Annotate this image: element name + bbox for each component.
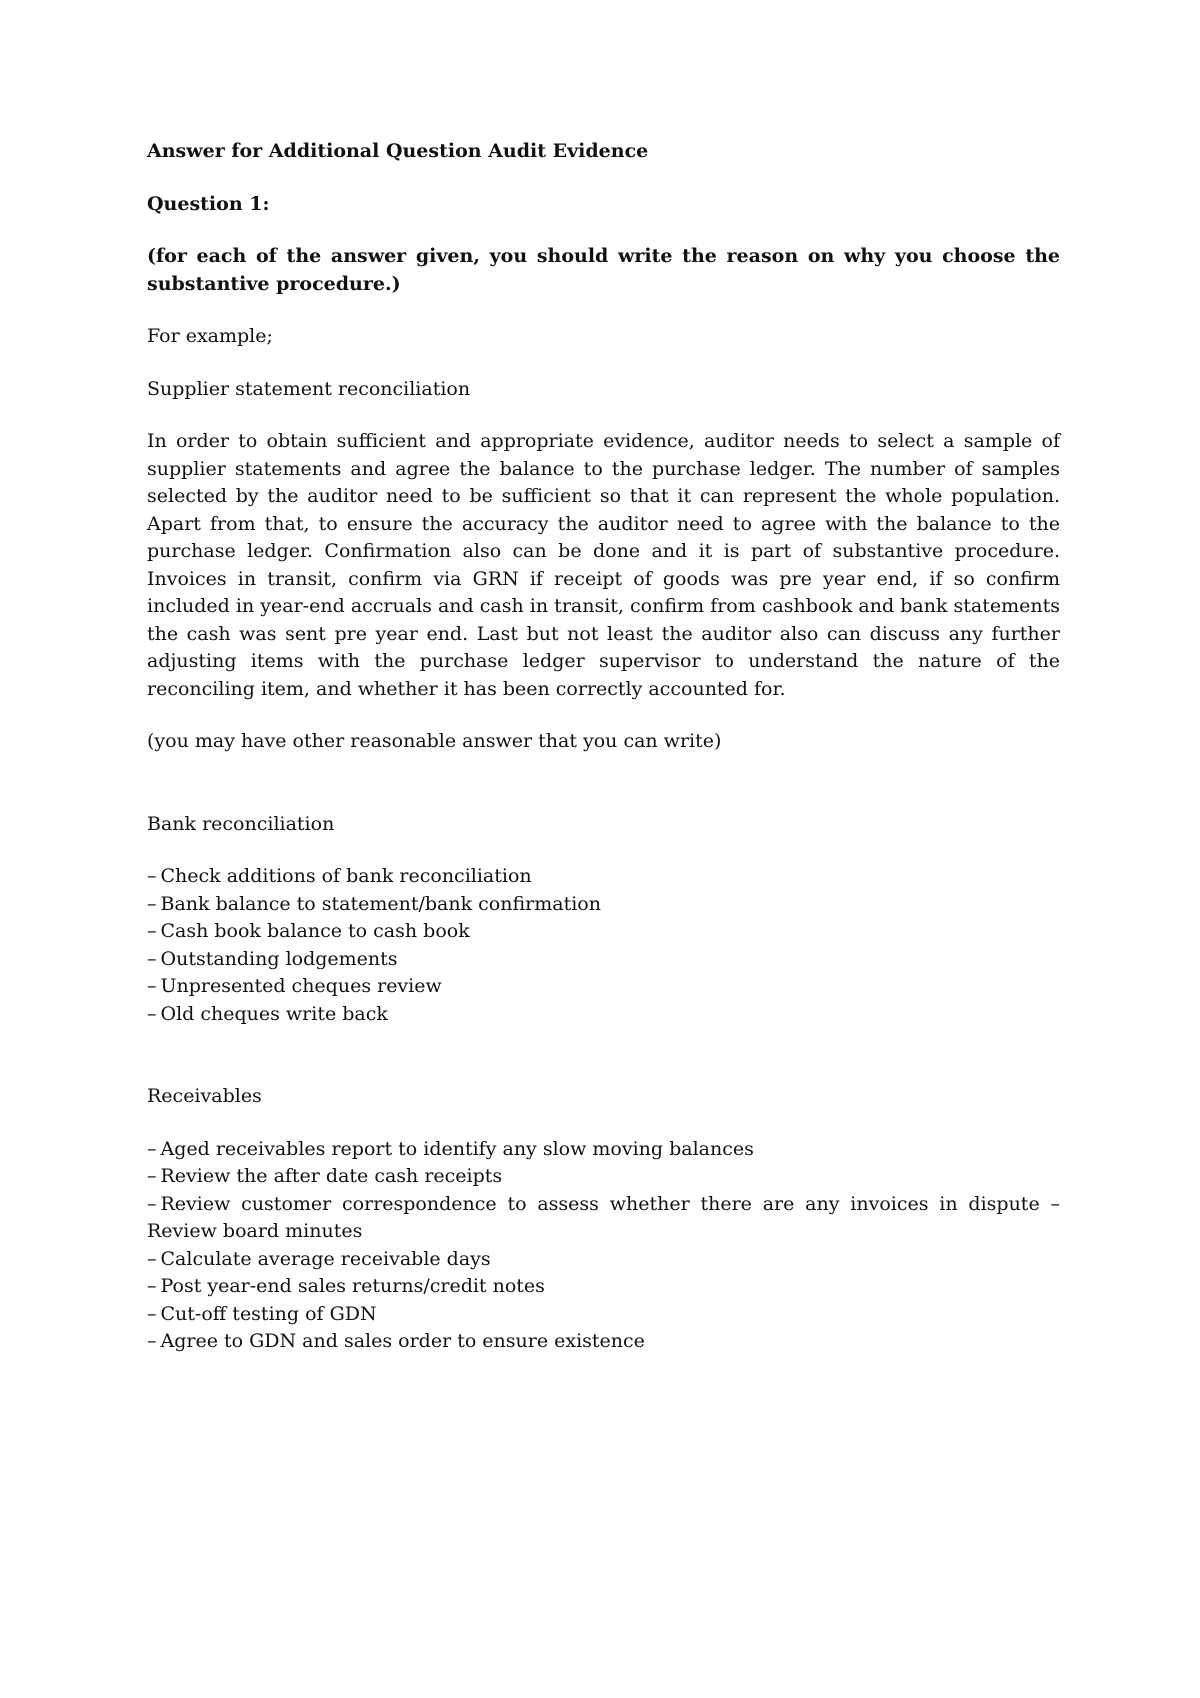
list-item [147, 946, 1060, 974]
receivables-checklist [147, 1136, 1060, 1356]
supplier-section-heading: Supplier statement reconciliation [147, 377, 471, 400]
document-title: Answer for Additional Question Audit Evidence [147, 140, 649, 162]
dash-bullet: – [147, 920, 157, 942]
dash-bullet: – [147, 1165, 157, 1187]
list-item-text: Cash book balance to cash book [160, 920, 470, 942]
list-item [147, 863, 1060, 891]
spacer [147, 756, 1060, 811]
list-item [147, 1191, 1060, 1246]
dash-bullet: – [147, 1002, 157, 1025]
list-item-text: Outstanding lodgements [160, 947, 398, 970]
dash-bullet: – [147, 947, 157, 970]
list-item [147, 1001, 1060, 1029]
list-item-text: Check additions of bank reconciliation [160, 865, 532, 887]
list-item [147, 1301, 1060, 1329]
list-item-text: Old cheques write back [160, 1002, 388, 1025]
list-item [147, 1246, 1060, 1274]
bank-section-heading: Bank reconciliation [147, 812, 335, 835]
list-item [147, 973, 1060, 1001]
list-item-text: Cut-off testing of GDN [160, 1302, 377, 1325]
list-item-text: Unpresented cheques review [160, 975, 442, 997]
bank-checklist [147, 863, 1060, 1028]
dash-bullet: – [147, 1275, 157, 1297]
list-item-text: Agree to GDN and sales order to ensure existence [160, 1330, 645, 1352]
list-item [147, 891, 1060, 919]
supplier-section-note: (you may have other reasonable answer that you can write) [147, 730, 722, 752]
receivables-section-heading: Receivables [147, 1085, 262, 1107]
dash-bullet: – [147, 1192, 157, 1215]
spacer [147, 1028, 1060, 1083]
supplier-section-paragraph: In order to obtain sufficient and appropriate evidence, auditor needs to select a sample of supplier statements and agree the balance to the purchase ledger. The number of samples selected by the auditor need to be sufficient so that it can represent the whole population. Apart from that, to ensure the accuracy the auditor need to agree with the balance to the purchase ledger. Confirmation also can be done and it is part of substantive procedure. Invoices in transit, confirm via GRN if receipt of goods was pre year end, if so confirm included in year-end accruals and cash in transit, confirm from cashbook and bank statements the cash was sent pre year end. Last but not least the auditor also can discuss any further adjusting items with the purchase ledger supervisor to understand the nature of the reconciling item, and whether it has been correctly accounted for. [147, 430, 1060, 700]
instruction-text: (for each of the answer given, you should write the reason on why you choose the substantive procedure.) [147, 245, 1060, 295]
dash-bullet: – [147, 865, 157, 887]
list-item-text: Calculate average receivable days [160, 1247, 491, 1270]
list-item-text: Post year-end sales returns/credit notes [160, 1275, 545, 1297]
list-item [147, 1163, 1060, 1191]
dash-bullet: – [147, 1330, 157, 1352]
dash-bullet: – [147, 1247, 157, 1270]
list-item-text: Review customer correspondence to assess whether there are any invoices in dispute – Review board minutes [147, 1192, 1060, 1242]
dash-bullet: – [147, 892, 157, 915]
example-intro: For example; [147, 325, 273, 347]
list-item [147, 918, 1060, 946]
list-item-text: Review the after date cash receipts [160, 1165, 503, 1187]
list-item-text: Bank balance to statement/bank confirmation [160, 892, 601, 915]
list-item [147, 1136, 1060, 1164]
dash-bullet: – [147, 1137, 157, 1160]
list-item-text: Aged receivables report to identify any slow moving balances [160, 1137, 754, 1160]
document-page [147, 138, 1060, 1356]
list-item [147, 1328, 1060, 1356]
dash-bullet: – [147, 975, 157, 997]
question-label: Question 1: [147, 192, 270, 215]
list-item [147, 1273, 1060, 1301]
dash-bullet: – [147, 1302, 157, 1325]
